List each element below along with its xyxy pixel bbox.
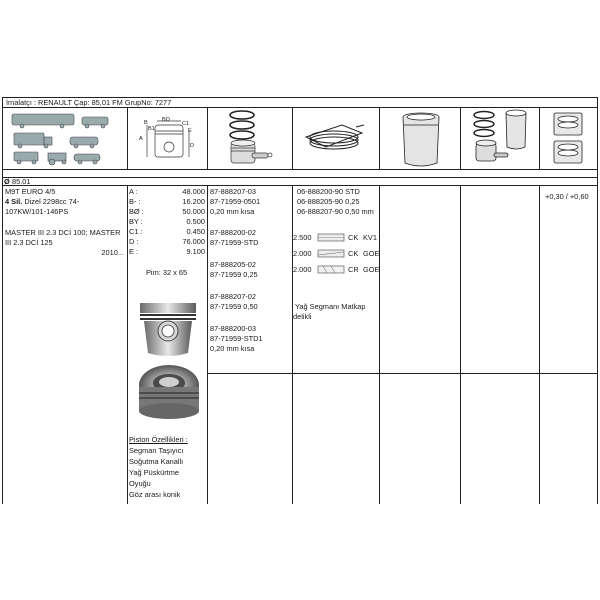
oversize-value: +0,30 / +0,60	[545, 192, 589, 201]
divider	[379, 185, 380, 504]
ring-spec-code: GOE	[363, 249, 380, 258]
ring-profile-icon	[317, 265, 345, 274]
dim-value: 50.000	[182, 207, 205, 216]
header-text: İmalatçı : RENAULT Çap: 85,01 FM GrupNo: 7277	[6, 98, 172, 107]
piston-code: 87-888205-02	[210, 260, 257, 269]
ring-profile-icon	[317, 249, 345, 258]
diameter-value: 85.01	[12, 177, 31, 186]
ring-size: 2.000	[293, 265, 312, 274]
dim-label: E :	[129, 247, 139, 256]
piston-code: 87-71959 0,25	[210, 270, 258, 279]
piston-code: 87-888207-02	[210, 292, 257, 301]
engine-models: MASTER III 2.3 DCİ 100; MASTER	[5, 228, 121, 237]
dim-value: 48.000	[182, 187, 205, 196]
dim-value: 9.100	[186, 247, 205, 256]
ring-type: CK	[348, 233, 359, 242]
diagram-label: BD	[162, 117, 170, 123]
diagram-label: C1	[182, 121, 190, 127]
feature-item: Oyuğu	[129, 479, 151, 488]
engine-code: M9T EURO 4/5	[5, 187, 56, 196]
ring-spec-code: KV1	[363, 233, 377, 242]
divider	[460, 185, 461, 504]
divider	[2, 185, 598, 186]
divider	[292, 107, 293, 169]
divider	[2, 169, 598, 170]
feature-item: Segman Taşıyıcı	[129, 446, 184, 455]
divider	[460, 107, 461, 169]
piston-code: 87-71959-STD	[210, 238, 259, 247]
piston-code: 87-888200-02	[210, 228, 257, 237]
piston-code: 87-71959-0501	[210, 197, 261, 206]
ring-set-icon	[302, 115, 372, 159]
ring-code: 06-888200-90 STD	[297, 187, 360, 196]
piston-code: 87-888207-03	[210, 187, 257, 196]
ring-size: 2.500	[293, 233, 312, 242]
dim-label: BØ :	[129, 207, 144, 216]
divider	[127, 107, 128, 169]
ring-type: CR	[348, 265, 359, 274]
dim-label: B- :	[129, 197, 141, 206]
ring-size: 2.000	[293, 249, 312, 258]
ring-spec-code: GOE	[363, 265, 380, 274]
divider	[207, 107, 208, 169]
piston-code: 87-71959-STD1	[210, 334, 263, 343]
liner-kit-icon	[466, 109, 536, 169]
dim-value: 76.000	[182, 237, 205, 246]
piston-code: 0,20 mm kısa	[210, 207, 255, 216]
cylinder-liner-icon	[397, 111, 445, 169]
engine-cylinders: 4 Sil. Dizel 2298cc 74-	[5, 197, 80, 206]
ring-type: CK	[348, 249, 359, 258]
pin-size: Pim: 32 x 65	[146, 268, 188, 277]
diagram-label: A	[139, 136, 143, 142]
dim-label: D :	[129, 237, 139, 246]
features-title: Piston Özellikleri :	[129, 435, 188, 444]
ring-code: 06-888205-90 0,25	[297, 197, 360, 206]
ring-note: Yağ Segmanı Matkap	[295, 302, 366, 311]
divider	[539, 185, 540, 504]
divider	[2, 177, 598, 178]
dim-value: 0.500	[186, 217, 205, 226]
piston-code: 87-71959 0,50	[210, 302, 258, 311]
engine-models: III 2.3 DCİ 125	[5, 238, 53, 247]
diameter-symbol: Ø	[4, 177, 10, 186]
feature-item: Yağ Püskürtme	[129, 468, 179, 477]
diagram-label: B	[144, 120, 148, 126]
diagram-label: D	[190, 143, 195, 149]
vehicles-icon	[10, 111, 120, 167]
ring-profile-icon	[317, 233, 345, 242]
divider	[2, 97, 3, 504]
engine-year: 2010...	[101, 248, 124, 257]
piston-code: 0,20 mm kısa	[210, 344, 255, 353]
dim-label: BY :	[129, 217, 143, 226]
catalog-sheet	[2, 97, 598, 504]
piston-side-image	[136, 297, 200, 359]
piston-top-image	[136, 361, 202, 421]
piston-kit-icon	[548, 111, 590, 167]
divider	[539, 107, 540, 169]
diagram-label: E	[188, 128, 192, 134]
divider	[379, 107, 380, 169]
dim-label: A :	[129, 187, 138, 196]
ring-code: 06-888207-90 0,50 mm	[297, 207, 374, 216]
divider	[127, 185, 128, 504]
diagram-label: B1	[148, 126, 155, 132]
piston-rings-icon	[222, 109, 282, 169]
ring-note: delikli	[293, 312, 312, 321]
divider	[2, 107, 598, 108]
dim-value: 16.200	[182, 197, 205, 206]
divider	[207, 185, 208, 504]
feature-item: Göz arası konik	[129, 490, 181, 499]
engine-power: 107KW/101-146PS	[5, 207, 69, 216]
divider	[597, 97, 598, 504]
dim-value: 0.450	[186, 227, 205, 236]
dim-label: C1 :	[129, 227, 143, 236]
piston-code: 87-888200-03	[210, 324, 257, 333]
feature-item: Soğutma Kanallı	[129, 457, 184, 466]
